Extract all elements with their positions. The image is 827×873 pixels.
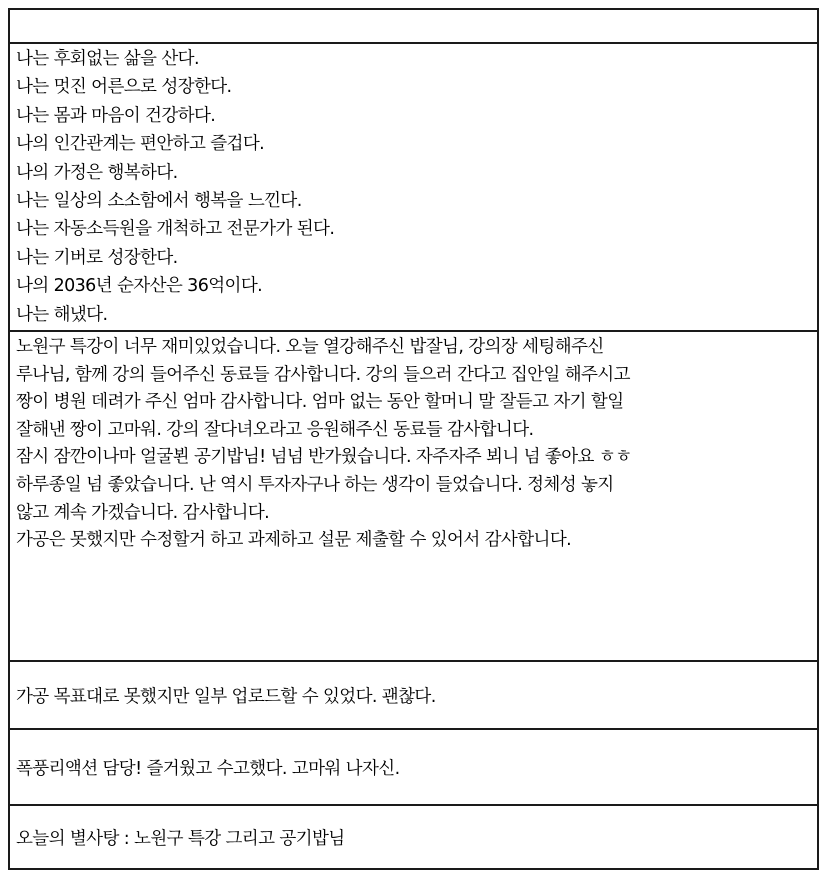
affirmation-line: 나는 해냈다. — [16, 304, 108, 325]
affirmation-line: 나는 후회없는 삶을 산다. — [16, 49, 199, 69]
gratitude-line: 잠시 잠깐이나마 얼굴뵌 공기밥님! 넘넘 반가웠습니다. 자주자주 뵈니 넘 좋아요 ㅎㅎ — [16, 447, 632, 468]
affirmation-line: 나의 인간관계는 편안하고 즐겁다. — [16, 134, 265, 155]
role-note-row — [8, 728, 819, 804]
affirmation-line: 나는 멋진 어른으로 성장한다. — [16, 77, 232, 98]
gratitude-line: 잘해낸 짱이 고마워. 강의 잘다녀오라고 응원해주신 동료들 감사합니다. — [16, 419, 534, 440]
role-note-text: 폭풍리액션 담당! 즐거웠고 수고했다. 고마워 나자신. — [16, 758, 400, 779]
star-candy-text: 오늘의 별사탕 : 노원구 특강 그리고 공기밥님 — [16, 828, 345, 849]
star-candy-row — [8, 804, 819, 870]
journal-table — [8, 8, 819, 870]
gratitude-line: 가공은 못했지만 수정할거 하고 과제하고 설문 제출할 수 있어서 감사합니다. — [16, 530, 572, 551]
affirmation-line: 나의 2036년 순자산은 36억이다. — [16, 276, 263, 297]
header-row — [8, 8, 819, 42]
affirmation-line: 나는 몸과 마음이 건강하다. — [16, 105, 216, 126]
affirmations-cell — [8, 42, 819, 330]
process-note-text: 가공 목표대로 못했지만 일부 업로드할 수 있었다. 괜찮다. — [16, 686, 436, 707]
process-note-row — [8, 660, 819, 728]
gratitude-line: 노원구 특강이 너무 재미있었습니다. 오늘 열강해주신 밥잘님, 강의장 세팅해주신 — [16, 337, 604, 357]
gratitude-line: 짱이 병원 데려가 주신 엄마 감사합니다. 엄마 없는 동안 할머니 말 잘듣고 자기 할일 — [16, 392, 624, 413]
gratitude-line: 않고 계속 가겠습니다. 감사합니다. — [16, 502, 270, 523]
gratitude-line: 하루종일 넘 좋았습니다. 난 역시 투자자구나 하는 생각이 들었습니다. 정체성 놓지 — [16, 474, 614, 495]
affirmation-line: 나의 가정은 행복하다. — [16, 162, 178, 183]
affirmation-line: 나는 기버로 성장한다. — [16, 247, 178, 268]
affirmation-line: 나는 자동소득원을 개척하고 전문가가 된다. — [16, 219, 335, 240]
gratitude-line: 루나님, 함께 강의 들어주신 동료들 감사합니다. 강의 들으러 간다고 집안일 해주시고 — [16, 364, 630, 385]
gratitude-cell — [8, 330, 819, 660]
affirmation-line: 나는 일상의 소소함에서 행복을 느낀다. — [16, 191, 302, 212]
